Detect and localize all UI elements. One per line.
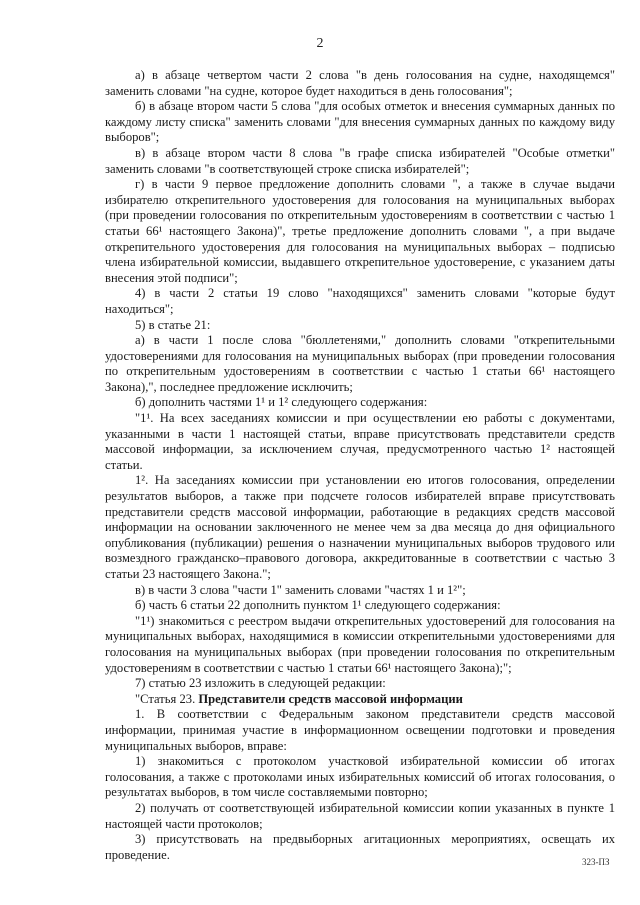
paragraph: б) часть 6 статьи 22 дополнить пунктом 1¹ следующего содержания: xyxy=(135,598,501,613)
paragraph: 1². На заседаниях комиссии при установлении ею итогов голосования, определении результатов выборов, а также при подсчете голосов избирателей вправе присутствовать представители средств массовой информации, работающие в редакциях средств массовой информации на основании заключенного не менее чем за два месяца до дня официального опубликования (публикации) решения о назначении муниципальных выборов трудового или возмездного гражданско–правового договора, аккредитованные в соответствии с частью 3 статьи 23 настоящего Закона."; xyxy=(105,473,615,581)
paragraph: "1¹) знакомиться с реестром выдачи открепительных удостоверений для голосования на муниципальных выборах, находящимися в комиссии открепительными удостоверениями для голосования на муниципальных выборах (при проведении голосования по открепительным удостоверениям в соответствии с частью 1 статьи 66¹ настоящего Закона);"; xyxy=(105,613,615,675)
paragraph: в) в абзаце втором части 8 слова "в графе списка избирателей "Особые отметки" заменить словами "в соответствующей строке списка избирателей"; xyxy=(105,145,615,176)
document-body xyxy=(105,68,615,863)
paragraph: г) в части 9 первое предложение дополнить словами ", а также в случае выдачи избирателю открепительного удостоверения для голосования на муниципальных выборах (при проведении голосования по открепительным удостоверениям в соответствии с частью 1 статьи 66¹ настоящего Закона)", третье предложение дополнить словами ", а при выдаче открепительного удостоверения для голосования на муниципальных выборах – подписью члена избирательной комиссии, выдавшего открепительное удостоверение, с указанием даты внесения этой подписи"; xyxy=(105,177,615,285)
page-number: 2 xyxy=(316,36,324,51)
paragraph: 1. В соответствии с Федеральным законом представители средств массовой информации, принимая участие в информационном освещении подготовки и проведения муниципальных выборов, вправе: xyxy=(105,707,615,753)
paragraph: а) в абзаце четвертом части 2 слова "в день голосования на судне, находящемся" заменить словами "на судне, которое будет находиться в день голосования"; xyxy=(105,68,615,98)
paragraph: 1) знакомиться с протоколом участковой избирательной комиссии об итогах голосования, а также с протоколами иных избирательных комиссий об итогах голосования, о результатах выборов, в том числе составляемыми повторно; xyxy=(105,754,615,800)
article-heading-prefix: "Статья 23. xyxy=(135,691,199,706)
paragraph: 7) статью 23 изложить в следующей редакции: xyxy=(135,676,386,691)
paragraph: б) дополнить частями 1¹ и 1² следующего содержания: xyxy=(135,395,428,410)
paragraph: в) в части 3 слова "части 1" заменить словами "частях 1 и 1²"; xyxy=(135,582,466,597)
article-heading-title: Представители средств массовой информации xyxy=(198,691,463,706)
article-heading xyxy=(105,692,615,708)
paragraph: "1¹. На всех заседаниях комиссии и при осуществлении ею работы с документами, указанными в части 1 настоящей статьи, вправе присутствовать представители средств массовой информации, за исключением случая, предусмотренного частью 1² настоящей статьи. xyxy=(105,411,615,472)
paragraph: 3) присутствовать на предвыборных агитационных мероприятиях, освещать их проведение. xyxy=(105,832,615,862)
paragraph: 2) получать от соответствующей избирательной комиссии копии указанных в пункте 1 настоящей части протоколов; xyxy=(105,800,615,831)
paragraph: 5) в статье 21: xyxy=(135,317,211,332)
document-code: 323-ПЗ xyxy=(582,857,610,867)
paragraph: 4) в части 2 статьи 19 слово "находящихся" заменить словами "которые будут находиться"; xyxy=(105,286,615,316)
paragraph: б) в абзаце втором части 5 слова "для особых отметок и внесения суммарных данных по каждому листу списка" заменить словами "для внесения суммарных данных по каждому виду выборов"; xyxy=(105,99,615,145)
paragraph: а) в части 1 после слова "бюллетенями," дополнить словами "открепительными удостоверениями для голосования на муниципальных выборах (при проведении голосования по открепительным удостоверениям в соответствии с частью 1 статьи 66¹ настоящего Закона),", последнее предложение исключить; xyxy=(105,333,615,394)
